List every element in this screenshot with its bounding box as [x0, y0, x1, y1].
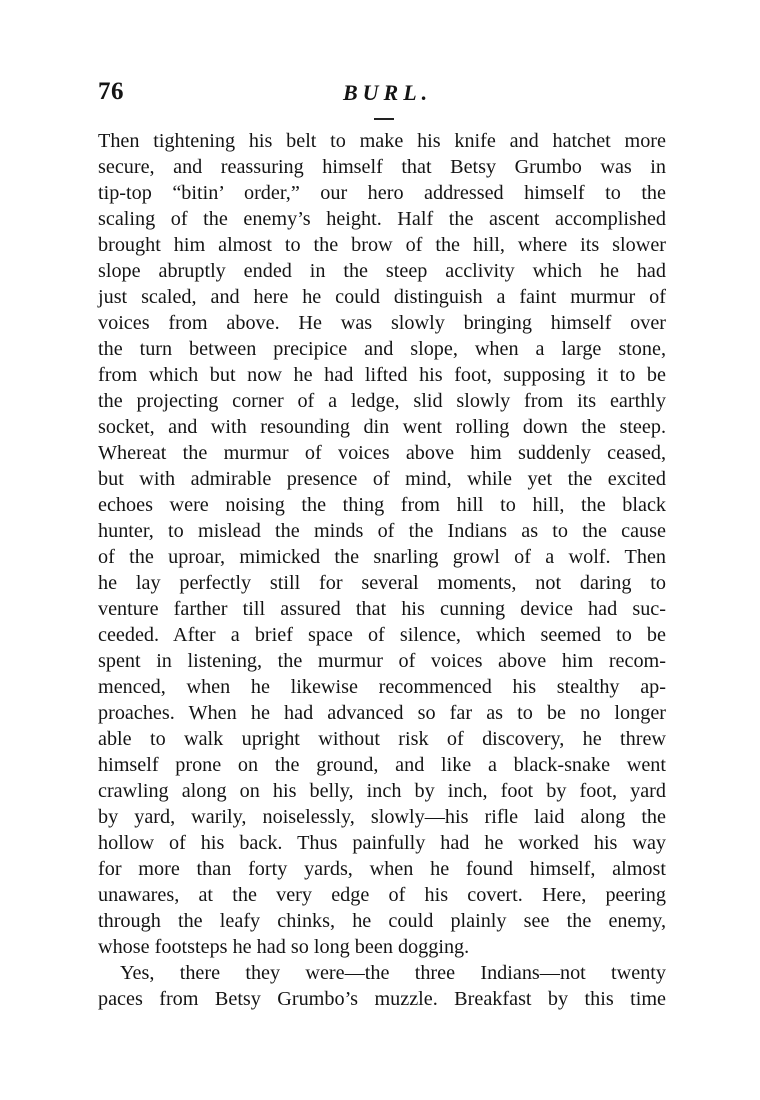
text-line: of the uproar, mimicked the snarling growl of a wolf. Then: [98, 546, 666, 568]
text-line: echoes were noising the thing from hill to hill, the black: [98, 494, 666, 516]
text-line: but with admirable presence of mind, while yet the excited: [98, 468, 666, 490]
text-line: Then tightening his belt to make his knife and hatchet more: [98, 130, 666, 152]
text-line: spent in listening, the murmur of voices above him recom-: [98, 650, 666, 672]
paragraph-2: [98, 960, 666, 1012]
text-line: crawling along on his belly, inch by inch, foot by foot, yard: [98, 780, 666, 802]
text-line: hunter, to mislead the minds of the Indians as to the cause: [98, 520, 666, 542]
text-line: by yard, warily, noiselessly, slowly—his rifle laid along the: [98, 806, 666, 828]
text-line: hollow of his back. Thus painfully had he worked his way: [98, 832, 666, 854]
text-line: just scaled, and here he could distinguish a faint murmur of: [98, 286, 666, 308]
text-line: Whereat the murmur of voices above him suddenly ceased,: [98, 442, 666, 464]
text-line: scaling of the enemy’s height. Half the ascent accomplished: [98, 208, 666, 230]
body-text: [98, 128, 666, 1012]
running-head: BURL.: [343, 80, 433, 105]
text-line: menced, when he likewise recommenced his stealthy ap-: [98, 676, 666, 698]
text-line: able to walk upright without risk of discovery, he threw: [98, 728, 666, 750]
text-line: tip-top “bitin’ order,” our hero addressed himself to the: [98, 182, 666, 204]
text-line: socket, and with resounding din went rolling down the steep.: [98, 416, 666, 438]
text-line: unawares, at the very edge of his covert. Here, peering: [98, 884, 666, 906]
paragraph-1: [98, 128, 666, 960]
text-line: Yes, there they were—the three Indians—not twenty: [120, 962, 666, 984]
page-number: 76: [98, 78, 124, 105]
text-line: venture farther till assured that his cunning device had suc-: [98, 598, 666, 620]
text-line: paces from Betsy Grumbo’s muzzle. Breakfast by this time: [98, 988, 666, 1010]
header-rule: [374, 118, 394, 120]
text-line: brought him almost to the brow of the hill, where its slower: [98, 234, 666, 256]
text-line: ceeded. After a brief space of silence, which seemed to be: [98, 624, 666, 646]
text-line: voices from above. He was slowly bringing himself over: [98, 312, 666, 334]
text-line: secure, and reassuring himself that Betsy Grumbo was in: [98, 156, 666, 178]
text-line: proaches. When he had advanced so far as to be no longer: [98, 702, 666, 724]
text-line: through the leafy chinks, he could plainly see the enemy,: [98, 910, 666, 932]
text-line: whose footsteps he had so long been dogging.: [98, 936, 470, 958]
page-header: [98, 78, 666, 112]
text-line: himself prone on the ground, and like a black-snake went: [98, 754, 666, 776]
text-line: the turn between precipice and slope, when a large stone,: [98, 338, 666, 360]
text-line: the projecting corner of a ledge, slid slowly from its earthly: [98, 390, 666, 412]
text-line: from which but now he had lifted his foot, supposing it to be: [98, 364, 666, 386]
text-line: he lay perfectly still for several moments, not daring to: [98, 572, 666, 594]
text-line: slope abruptly ended in the steep acclivity which he had: [98, 260, 666, 282]
text-line: for more than forty yards, when he found himself, almost: [98, 858, 666, 880]
